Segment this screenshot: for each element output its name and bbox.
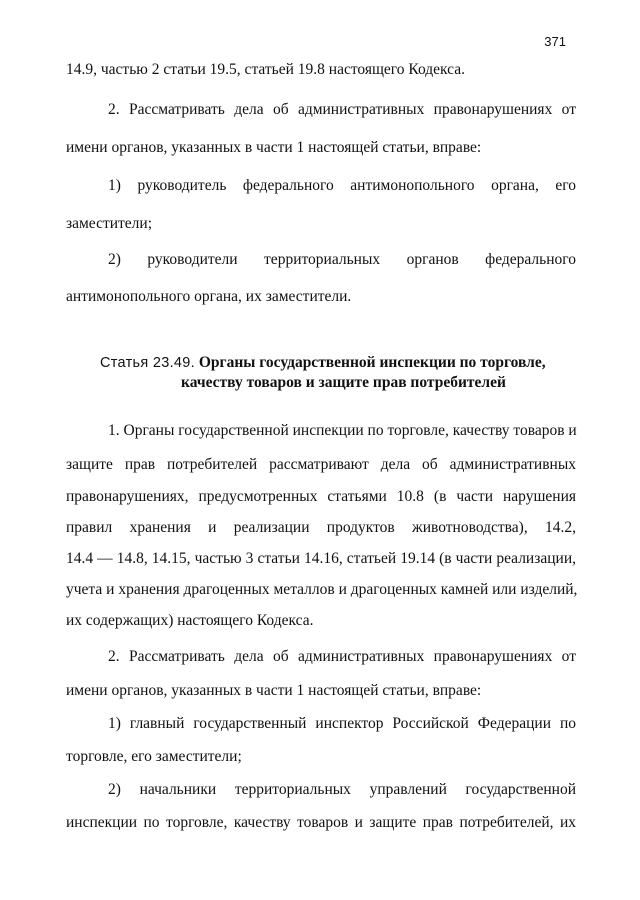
text-line: 1) руководитель федерального антимонопольного органа, его [108, 177, 576, 194]
article-number: Статья 23.49. [100, 355, 195, 371]
text-line: имени органов, указанных в части 1 настоящей статьи, вправе: [66, 139, 482, 156]
text-line: 14.4 — 14.8, 14.15, частью 3 статьи 14.16, статьей 19.14 (в части реализации, [66, 550, 576, 567]
text-line: антимонопольного органа, их заместители. [66, 288, 352, 305]
text-line: 2. Рассматривать дела об административных правонарушениях от [108, 101, 576, 118]
article-heading [100, 353, 580, 373]
text-line: имени органов, указанных в части 1 настоящей статьи, вправе: [66, 682, 482, 699]
text-line: их содержащих) настоящего Кодекса. [66, 612, 314, 629]
article-title-line1: Органы государственной инспекции по торговле, [198, 354, 546, 371]
text-line: защите прав потребителей рассматривают дела об административных [66, 456, 576, 473]
text-line: торговле, его заместители; [66, 748, 242, 765]
text-line: учета и хранения драгоценных металлов и драгоценных камней или изделий, [66, 581, 578, 598]
text-line: 1) главный государственный инспектор Российской Федерации по [108, 715, 576, 732]
text-line: заместители; [66, 215, 153, 232]
text-line: правонарушениях, предусмотренных статьями 10.8 (в части нарушения [66, 488, 576, 505]
text-line: 2) руководители территориальных органов федерального [108, 251, 576, 268]
text-line: 1. Органы государственной инспекции по торговле, качеству товаров и [108, 422, 577, 439]
text-line: 14.9, частью 2 статьи 19.5, статьей 19.8 настоящего Кодекса. [66, 61, 465, 78]
text-line: 2) начальники территориальных управлений государственной [108, 781, 576, 798]
page-number: 371 [544, 34, 566, 49]
article-title-line2: качеству товаров и защите прав потребителей [181, 374, 506, 391]
text-line: инспекции по торговле, качеству товаров и защите прав потребителей, их [66, 814, 576, 831]
text-line: 2. Рассматривать дела об административных правонарушениях от [108, 648, 576, 665]
text-line: правил хранения и реализации продуктов животноводства), 14.2, [66, 519, 576, 536]
